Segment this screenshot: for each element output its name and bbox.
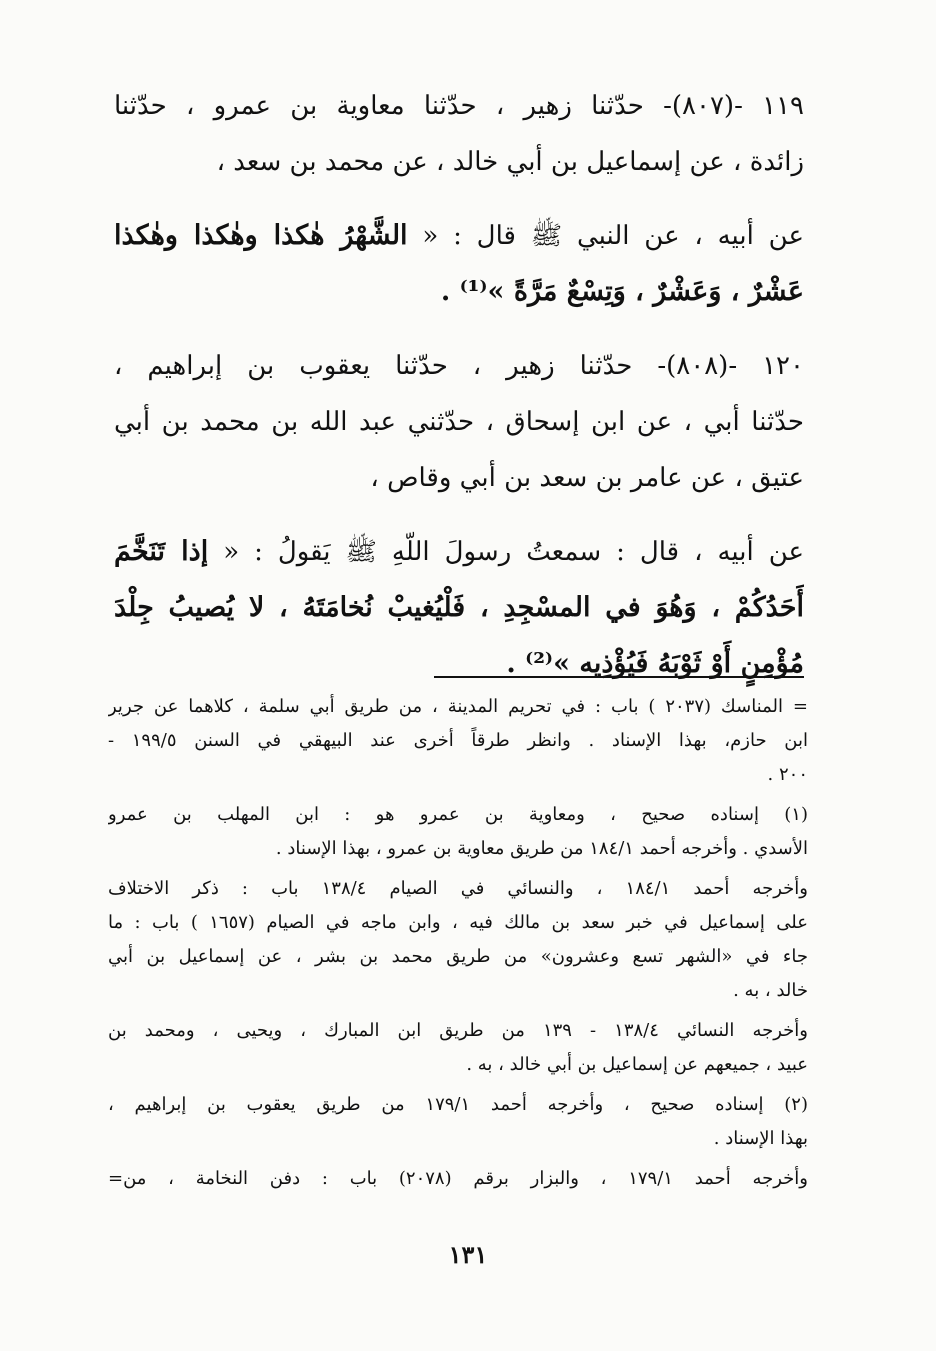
footnote-line: وأخرجه أحمد ١٧٩/١ ، والبزار برقم (٢٠٧٨) باب : دفن النخامة ، من= <box>108 1168 808 1189</box>
footnote-line: = المناسك (٢٠٣٧ ) باب : في تحريم المدينة ، من طريق أبي سلمة ، كلاهما عن جرير <box>108 696 808 717</box>
footnote-line: على إسماعيل في خبر سعد بن مالك فيه ، وابن ماجه في الصيام (١٦٥٧ ) باب : ما <box>108 912 808 933</box>
text-line: أَحَدُكُمْ ، وَهُوَ في المسْجِدِ ، فَلْيُغيبْ نُخامَتَهُ ، لا يُصيبُ جِلْدَ <box>114 592 804 623</box>
footnote-line: (٢) إسناده صحيح ، وأخرجه أحمد ١٧٩/١ من طريق يعقوب بن إبراهيم ، <box>108 1094 808 1115</box>
footnote-1-cont2 <box>108 1014 808 1082</box>
text-line: حدّثنا أبي ، عن ابن إسحاق ، حدّثني عبد الله بن محمد بن أبي <box>114 407 804 437</box>
text-line: مُؤْمِنٍ أَوْ ثَوْبَهُ فَيُؤْذِيه »⁽²⁾ . <box>506 648 804 679</box>
footnote-line: عبيد ، جميعهم عن إسماعيل بن أبي خالد ، به . <box>466 1054 808 1075</box>
hadith-120 <box>114 338 804 506</box>
footnote-line: بهذا الإسناد . <box>713 1128 808 1149</box>
footnote-line: ٢٠٠ . <box>767 764 808 785</box>
main-text <box>114 78 804 710</box>
footnote-1 <box>108 798 808 866</box>
text-line: ١١٩ -(٨٠٧)- حدّثنا زهير ، حدّثنا معاوية بن عمرو ، حدّثنا <box>114 91 804 121</box>
text-line: زائدة ، عن إسماعيل بن أبي خالد ، عن محمد بن سعد ، <box>216 147 804 177</box>
page-number: ١٣١ <box>448 1240 488 1269</box>
footnote-line: (١) إسناده صحيح ، ومعاوية بن عمرو هو : ابن المهلب بن عمرو <box>108 804 808 825</box>
footnote-line: جاء في «الشهر تسع وعشرون» من طريق محمد بن بشر ، عن إسماعيل بن أبي <box>108 946 808 967</box>
footnote-divider <box>434 676 804 678</box>
text-line: عتيق ، عن عامر بن سعد بن أبي وقاص ، <box>370 463 804 493</box>
footnote-line: ابن حازم، بهذا الإسناد . وانظر طرقاً أخرى عند البيهقي في السنن ١٩٩/٥ - <box>108 730 808 751</box>
hadith-119-matn <box>114 208 804 320</box>
footnote-line: وأخرجه أحمد ١٨٤/١ ، والنسائي في الصيام ١٣٨/٤ باب : ذكر الاختلاف <box>108 878 808 899</box>
footnotes <box>108 690 808 1202</box>
footnote-continuation <box>108 690 808 792</box>
text-line: عن أبيه ، قال : سمعتُ رسولَ اللّهِ ﷺ يَقولُ : « إذا تَنَخَّمَ <box>114 536 804 567</box>
hadith-119 <box>114 78 804 190</box>
hadith-120-matn <box>114 524 804 692</box>
text-line: عَشْرٌ ، وَعَشْرٌ ، وَتِسْعٌ مَرَّةً »⁽¹⁾ . <box>440 276 804 307</box>
text-line: ١٢٠ -(٨٠٨)- حدّثنا زهير ، حدّثنا يعقوب بن إبراهيم ، <box>114 351 804 381</box>
footnote-line: وأخرجه النسائي ١٣٨/٤ - ١٣٩ من طريق ابن المبارك ، ويحيى ، ومحمد بن <box>108 1020 808 1041</box>
footnote-line: خالد ، به . <box>733 980 808 1001</box>
text-line: عن أبيه ، عن النبي ﷺ قال : « الشَّهْرُ هٰكذا وهٰكذا وهٰكذا <box>114 220 804 251</box>
footnote-2-cont <box>108 1162 808 1196</box>
footnote-2 <box>108 1088 808 1156</box>
footnote-1-cont <box>108 872 808 1008</box>
footnote-line: الأسدي . وأخرجه أحمد ١٨٤/١ من طريق معاوية بن عمرو ، بهذا الإسناد . <box>275 838 808 859</box>
